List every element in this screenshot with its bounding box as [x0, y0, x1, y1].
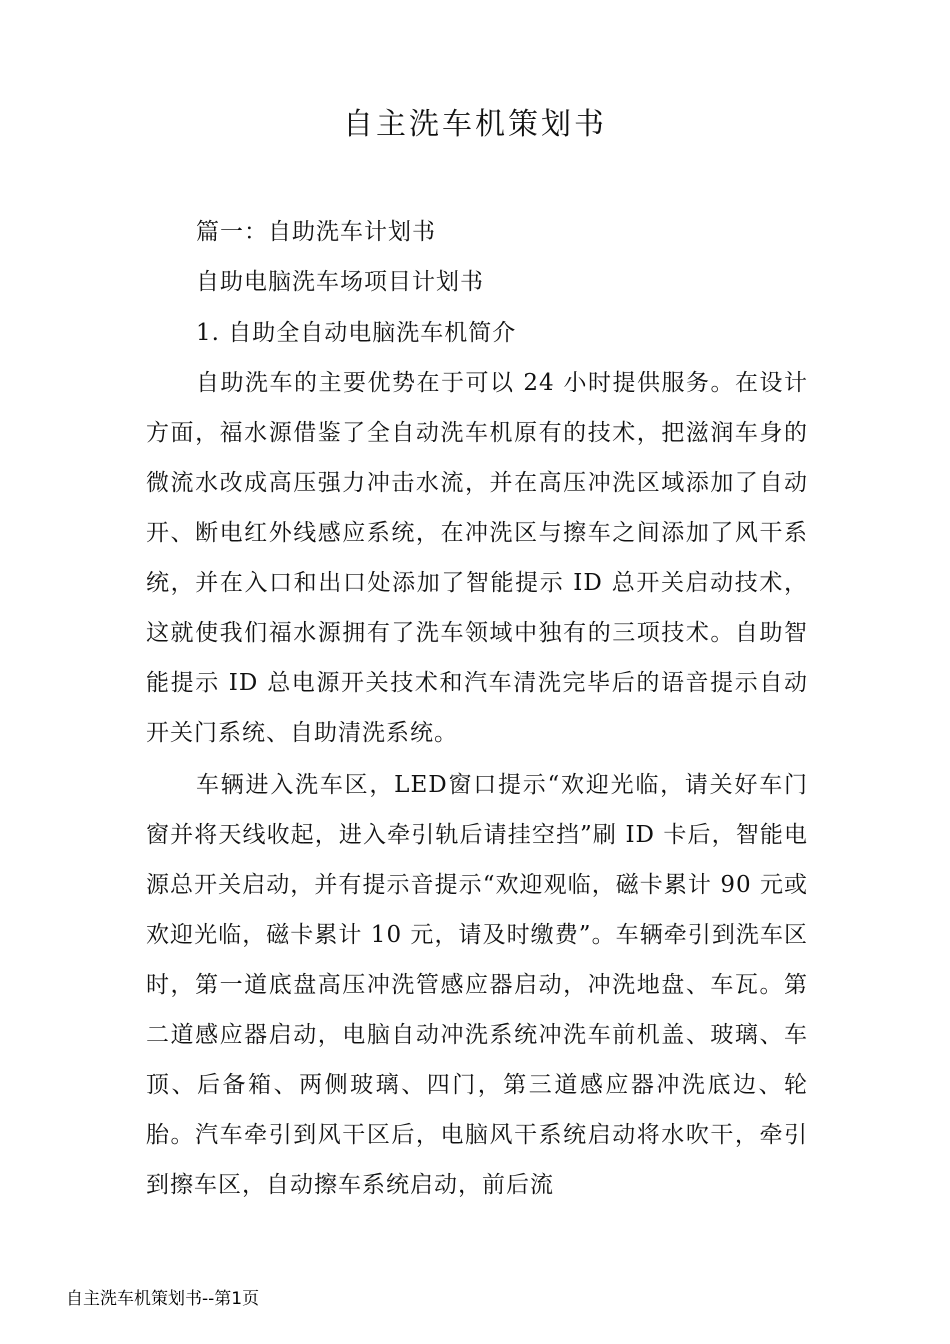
body-paragraph: 自助洗车的主要优势在于可以 24 小时提供服务。在设计方面，福水源借鉴了全自动洗车机原有的技术，把滋润车身的微流水改成高压强力冲击水流，并在高压冲洗区域添加了自动开、断电红外线感应系统，在冲洗区与擦车之间添加了风干系统，并在入口和出口处添加了智能提示 ID 总开关启动技术，这就使我们福水源拥有了洗车领域中独有的三项技术。自助智能提示 ID 总电源开关技术和汽车清洗完毕后的语音提示自动开关门系统、自助清洗系统。: [146, 370, 808, 746]
page-footer: 自主洗车机策划书--第1页: [66, 1289, 260, 1309]
project-plan-heading: 自助电脑洗车场项目计划书: [196, 269, 484, 295]
subsection-heading: 1. 自助全自动电脑洗车机简介: [196, 320, 517, 346]
body-paragraph: 车辆进入洗车区，LED窗口提示“欢迎光临，请关好车门窗并将天线收起，进入牵引轨后请挂空挡”刷 ID 卡后，智能电源总开关启动，并有提示音提示“欢迎观临，磁卡累计 90 元或欢迎光临，磁卡累计 10 元，请及时缴费”。车辆牵引到洗车区时，第一道底盘高压冲洗管感应器启动，冲洗地盘、车瓦。第二道感应器启动，电脑自动冲洗系统冲洗车前机盖、玻璃、车顶、后备箱、两侧玻璃、四门，第三道感应器冲洗底边、轮胎。汽车牵引到风干区后，电脑风干系统启动将水吹干，牵引到擦车区，自动擦车系统启动，前后流: [146, 772, 808, 1198]
section-heading: 篇一：自助洗车计划书: [196, 219, 436, 245]
document-title: 自主洗车机策划书: [343, 107, 607, 142]
